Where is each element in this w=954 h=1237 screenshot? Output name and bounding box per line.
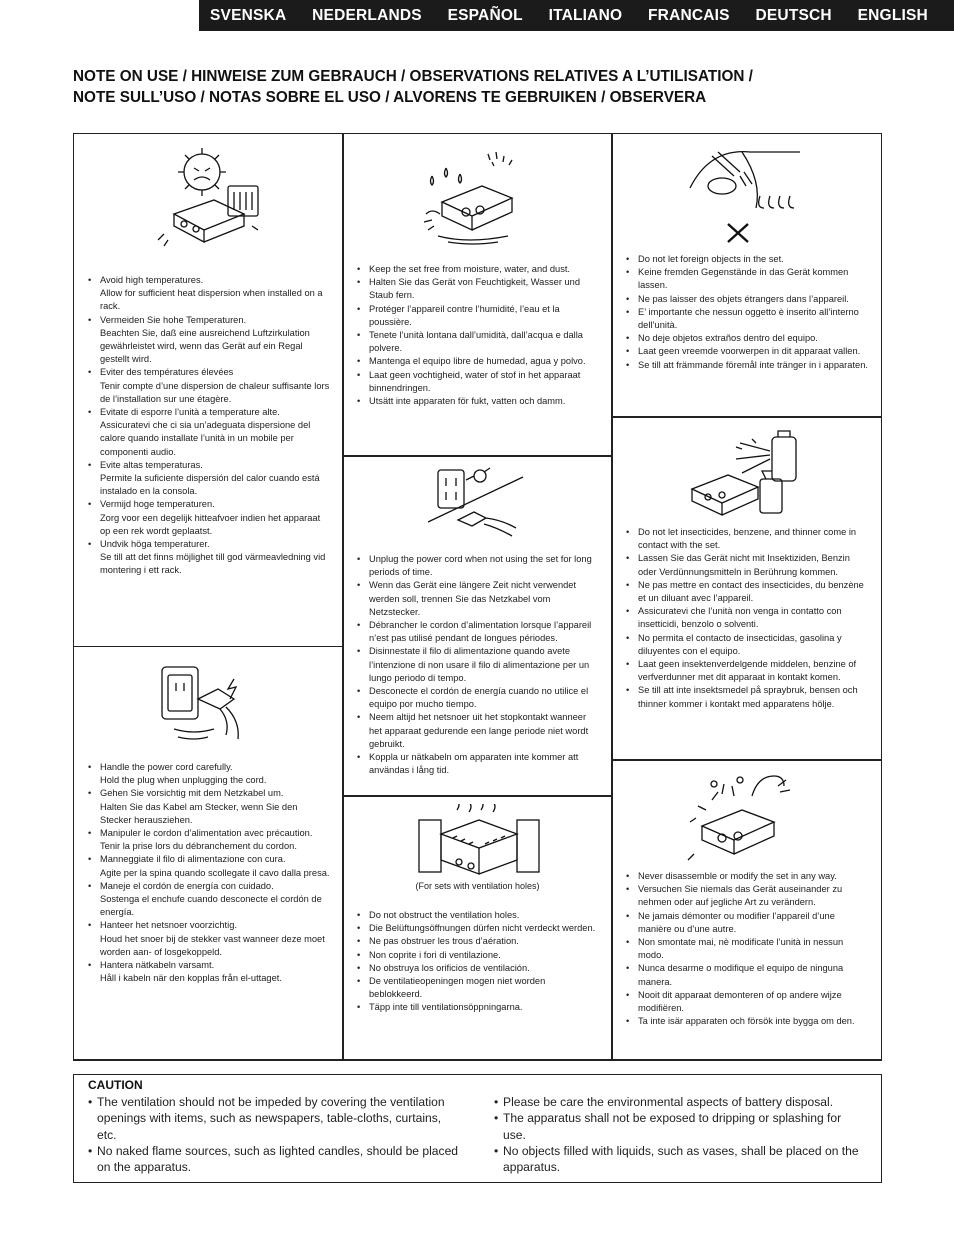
list-item: • No obstruya los orificios de ventilación. [357,962,600,975]
water-splash-icon [343,144,612,249]
caution-box [73,1074,882,1183]
list-item: • Gehen Sie vorsichtig mit dem Netzkabel um. Halten Sie das Kabel am Stecker, wenn Sie den Stecker herausziehen. [88,787,331,827]
list-item: • Utsätt inte apparaten för fukt, vatten och damm. [357,395,600,408]
lang-svenska: SVENSKA [210,6,287,24]
list-item: • Eviter des températures élevées Tenir compte d’une dispersion de chaleur suffisante lors de l’installation sur une étagère. [88,366,331,406]
list-item: • Débrancher le cordon d’alimentation lorsque l’appareil n’est pas utilisé pendant de longues périodes. [357,619,600,645]
list-item: • Täpp inte till ventilationsöppningarna. [357,1001,600,1014]
lang-italiano: ITALIANO [548,6,623,24]
list-item: • Evitate di esporre l’unità a temperature alte. Assicuratevi che ci sia un’adeguata dispersione del calore quando installate l’unità in un mobile per componenti audio. [88,406,331,459]
lang-nederlands: NEDERLANDS [312,6,422,24]
spray-can-icon [612,423,881,523]
panel-cord [73,646,344,1061]
cord-notes [88,761,331,985]
list-item: • Non smontate mai, nè modificate l’unità in nessun modo. [626,936,869,962]
list-item: • Do not obstruct the ventilation holes. [357,909,600,922]
list-item: • Maneje el cordón de energía con cuidado. Sostenga el enchufe cuando desconecte el cordón de energía. [88,880,331,920]
list-item: • Ne pas mettre en contact des insecticides, du benzène et un diluant avec l’appareil. [626,579,869,605]
list-item: • Laat geen vochtigheid, water of stof in het apparaat binnendringen. [357,369,600,395]
disassemble-device-icon [612,766,881,866]
list-item: • Hantera nätkabeln varsamt. Håll i kabeln när den kopplas från el-uttaget. [88,959,331,985]
list-item: • No naked flame sources, such as lighted candles, should be placed on the apparatus. [88,1143,460,1176]
list-item: • Vermijd hoge temperaturen. Zorg voor een degelijk hitteafvoer indien het apparaat op een rek wordt geplaatst. [88,498,331,538]
ventilation-rack-icon [343,804,612,882]
list-item: • Evite altas temperaturas. Permite la suficiente dispersión del calor cuando está instalado en la consola. [88,459,331,499]
list-item: • Avoid high temperatures. Allow for sufficient heat dispersion when installed on a rack. [88,274,331,314]
panel-foreign [611,133,882,418]
caution-heading: CAUTION [88,1078,143,1092]
list-item: • De ventilatieopeningen mogen niet worden beblokkeerd. [357,975,600,1001]
title-line-2: NOTE SULL’USO / NOTAS SOBRE EL USO / ALVORENS TE GEBRUIKEN / OBSERVERA [73,89,707,106]
list-item: • Do not let insecticides, benzene, and thinner come in contact with the set. [626,526,869,552]
ventilation-notes [357,909,600,1015]
hot-sun-device-icon [74,144,343,254]
notes-grid [73,133,882,1060]
list-item: • Tenete l’unità lontana dall’umidità, dall’acqua e dalla polvere. [357,329,600,355]
list-item: • Ne pas laisser des objets étrangers dans l’appareil. [626,293,869,306]
list-item: • E’ importante che nessun oggetto è inserito all’interno dell’unità. [626,306,869,332]
panel-insecticide [611,416,882,761]
list-item: • No objects filled with liquids, such as vases, shall be placed on the apparatus. [494,1143,866,1176]
list-item: • Manipuler le cordon d’alimentation avec précaution. Tenir la prise lors du débranchement du cordon. [88,827,331,853]
list-item: • Assicuratevi che l’unità non venga in contatto con insetticidi, benzolo o solventi. [626,605,869,631]
foreign-objects-icon [612,142,881,247]
panel-disassemble [611,759,882,1061]
list-item: • Protéger l’appareil contre l’humidité, l’eau et la poussière. [357,303,600,329]
list-item: • Ta inte isär apparaten och försök inte bygga om den. [626,1015,869,1028]
list-item: • Disinnestate il filo di alimentazione quando avete l’intenzione di non usare il filo di alimentazione per un lungo periodo di tempo. [357,645,600,685]
list-item: • Ne jamais démonter ou modifier l’appareil d’une manière ou d’une autre. [626,910,869,936]
list-item: • Laat geen insektenverdelgende middelen, benzine of verfverdunner met dit apparaat in kontakt komen. [626,658,869,684]
list-item: • No deje objetos extraños dentro del equipo. [626,332,869,345]
lang-espanol: ESPAÑOL [447,6,523,24]
list-item: • Vermeiden Sie hohe Temperaturen. Beachten Sie, daß eine ausreichend Luftzirkulation gewährleistet wird, wenn das Gerät auf ein Regal gestellt wird. [88,314,331,367]
caution-left-list [88,1094,460,1175]
heat-notes [88,274,331,578]
lang-deutsch: DEUTSCH [755,6,832,24]
list-item: • Manneggiate il filo di alimentazione con cura. Agite per la spina quando scollegate il cavo dalla presa. [88,853,331,879]
list-item: • Neem altijd het netsnoer uit het stopkontakt wanneer het apparaat gedurende een lange periode niet wordt gebruikt. [357,711,600,751]
moisture-notes [357,263,600,408]
list-item: • Ne pas obstruer les trous d’aération. [357,935,600,948]
power-cord-plug-icon [74,659,343,749]
caution-right-list [494,1094,866,1175]
list-item: • Unplug the power cord when not using the set for long periods of time. [357,553,600,579]
list-item: • Die Belüftungsöffnungen dürfen nicht verdeckt werden. [357,922,600,935]
list-item: • Mantenga el equipo libre de humedad, agua y polvo. [357,355,600,368]
list-item: • Non coprite i fori di ventilazione. [357,949,600,962]
ventilation-caption: (For sets with ventilation holes) [415,881,540,891]
list-item: • Lassen Sie das Gerät nicht mit Insektiziden, Benzin oder Verdünnungsmitteln in Berührung kommen. [626,552,869,578]
insecticide-notes [626,526,869,711]
list-item: • Never disassemble or modify the set in any way. [626,870,869,883]
list-item: • Hanteer het netsnoer voorzichtig. Houd het snoer bij de stekker vast wanneer deze moet worden aan- of losgekoppeld. [88,919,331,959]
panel-moisture [342,133,613,457]
list-item: • Desconecte el cordón de energía cuando no utilice el equipo por mucho tiempo. [357,685,600,711]
list-item: • The apparatus shall not be exposed to dripping or splashing for use. [494,1110,866,1143]
foreign-notes [626,253,869,372]
panel-ventilation [342,795,613,1061]
list-item: • Halten Sie das Gerät von Feuchtigkeit, Wasser und Staub fern. [357,276,600,302]
list-item: • Handle the power cord carefully. Hold the plug when unplugging the cord. [88,761,331,787]
list-item: • Keine fremden Gegenstände in das Gerät kommen lassen. [626,266,869,292]
panel-unplug [342,455,613,797]
list-item: • Se till att främmande föremål inte tränger in i apparaten. [626,359,869,372]
unplug-notes [357,553,600,777]
language-bar [199,0,954,31]
disassemble-notes [626,870,869,1028]
unplug-outlet-icon [343,462,612,542]
list-item: • Koppla ur nätkabeln om apparaten inte kommer att användas i lång tid. [357,751,600,777]
list-item: • Se till att inte insektsmedel på spraybruk, bensen och thinner kommer i kontakt med apparatens hölje. [626,684,869,710]
lang-francais: FRANCAIS [648,6,730,24]
list-item: • Keep the set free from moisture, water, and dust. [357,263,600,276]
list-item: • No permita el contacto de insecticidas, gasolina y diluyentes con el equipo. [626,632,869,658]
list-item: • Do not let foreign objects in the set. [626,253,869,266]
list-item: • The ventilation should not be impeded by covering the ventilation openings with items, such as newspapers, table-cloths, curtains, etc. [88,1094,460,1143]
list-item: • Versuchen Sie niemals das Gerät auseinander zu nehmen oder auf jegliche Art zu verändern. [626,883,869,909]
panel-heat [73,133,344,647]
list-item: • Undvik höga temperaturer. Se till att det finns möjlighet till god värmeavledning vid montering i ett rack. [88,538,331,578]
list-item: • Please be care the environmental aspects of battery disposal. [494,1094,866,1110]
list-item: • Nunca desarme o modifique el equipo de ninguna manera. [626,962,869,988]
list-item: • Wenn das Gerät eine längere Zeit nicht verwendet werden soll, trennen Sie das Netzkabel vom Netzstecker. [357,579,600,619]
lang-english: ENGLISH [857,6,928,24]
title-line-1: NOTE ON USE / HINWEISE ZUM GEBRAUCH / OBSERVATIONS RELATIVES A L’UTILISATION / [73,68,753,85]
page-title [73,66,893,108]
list-item: • Nooit dit apparaat demonteren of op andere wijze modifiëren. [626,989,869,1015]
list-item: • Laat geen vreemde voorwerpen in dit apparaat vallen. [626,345,869,358]
